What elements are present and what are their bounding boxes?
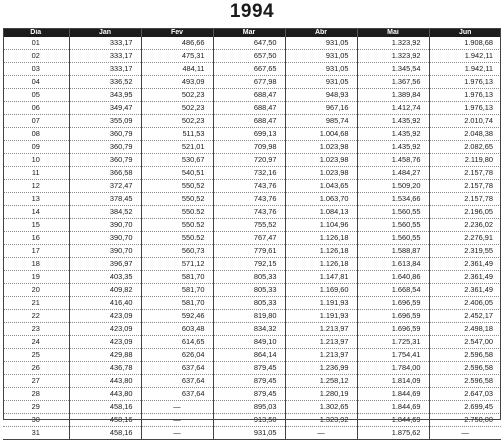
day-cell: 09 bbox=[3, 141, 69, 154]
value-cell-mai: 1.458,76 bbox=[357, 154, 429, 167]
day-cell: 26 bbox=[3, 362, 69, 375]
value-cell-mar: 647,50 bbox=[213, 37, 285, 50]
header-abr: Abr bbox=[285, 28, 357, 37]
value-cell-jan: 333,17 bbox=[69, 50, 141, 63]
header-fev: Fev bbox=[141, 28, 213, 37]
value-cell-fev: 550.52 bbox=[141, 219, 213, 232]
table-row bbox=[3, 336, 501, 349]
value-cell-mai: 1.534,66 bbox=[357, 193, 429, 206]
day-cell: 22 bbox=[3, 310, 69, 323]
value-cell-mai: 1.640,86 bbox=[357, 271, 429, 284]
header-dia: Dia bbox=[3, 28, 69, 37]
value-cell-fev: 511,53 bbox=[141, 128, 213, 141]
value-cell-mar: 720,97 bbox=[213, 154, 285, 167]
value-cell-fev: 486,66 bbox=[141, 37, 213, 50]
value-cell-mar: 879,45 bbox=[213, 362, 285, 375]
day-cell: 12 bbox=[3, 180, 69, 193]
day-cell: 04 bbox=[3, 76, 69, 89]
value-cell-jan: 458,16 bbox=[69, 427, 141, 440]
header-jun: Jun bbox=[429, 28, 501, 37]
table-row bbox=[3, 141, 501, 154]
table-row bbox=[3, 284, 501, 297]
value-cell-jan: 396,97 bbox=[69, 258, 141, 271]
value-cell-mai: 1.560,55 bbox=[357, 206, 429, 219]
value-cell-mar: 792,15 bbox=[213, 258, 285, 271]
value-cell-jan: 360,79 bbox=[69, 141, 141, 154]
value-cell-jun: 2.010,74 bbox=[429, 115, 501, 128]
value-cell-jun: 1.976,13 bbox=[429, 102, 501, 115]
value-cell-abr: 1.023,98 bbox=[285, 141, 357, 154]
day-cell: 31 bbox=[3, 427, 69, 440]
value-cell-fev: 550.52 bbox=[141, 206, 213, 219]
value-cell-jun: 2.361,49 bbox=[429, 271, 501, 284]
value-cell-mar: 779,61 bbox=[213, 245, 285, 258]
value-cell-abr: 1.104,96 bbox=[285, 219, 357, 232]
day-cell: 17 bbox=[3, 245, 69, 258]
value-cell-jun: 1.908,68 bbox=[429, 37, 501, 50]
value-cell-abr: 948,93 bbox=[285, 89, 357, 102]
value-cell-abr: 1.004,68 bbox=[285, 128, 357, 141]
value-cell-fev: 581,70 bbox=[141, 297, 213, 310]
value-cell-abr: 1.258,12 bbox=[285, 375, 357, 388]
value-cell-mai: 1.435,92 bbox=[357, 141, 429, 154]
value-cell-mai: 1.588,87 bbox=[357, 245, 429, 258]
value-cell-mai: 1.435,92 bbox=[357, 115, 429, 128]
value-cell-jun: 2.082,65 bbox=[429, 141, 501, 154]
value-cell-abr: 1.126,18 bbox=[285, 245, 357, 258]
value-cell-jun: 2.406,05 bbox=[429, 297, 501, 310]
day-cell: 07 bbox=[3, 115, 69, 128]
value-cell-jan: 343,95 bbox=[69, 89, 141, 102]
value-cell-abr: 1.023,98 bbox=[285, 167, 357, 180]
value-cell-mar: 895,03 bbox=[213, 401, 285, 414]
value-cell-jan: 423,09 bbox=[69, 336, 141, 349]
value-cell-jun: 2.276,91 bbox=[429, 232, 501, 245]
day-cell: 15 bbox=[3, 219, 69, 232]
value-cell-mai: 1.844,69 bbox=[357, 401, 429, 414]
value-cell-abr: 1.302,65 bbox=[285, 401, 357, 414]
value-cell-jan: 390,70 bbox=[69, 219, 141, 232]
value-cell-mar: 688,47 bbox=[213, 89, 285, 102]
value-cell-mar: 931,05 bbox=[213, 427, 285, 440]
day-cell: 27 bbox=[3, 375, 69, 388]
value-cell-abr: 985,74 bbox=[285, 115, 357, 128]
value-cell-fev: 637,64 bbox=[141, 362, 213, 375]
value-cell-mai: 1.484,27 bbox=[357, 167, 429, 180]
value-cell-fev: 581,70 bbox=[141, 284, 213, 297]
table-row bbox=[3, 37, 501, 50]
table-row bbox=[3, 102, 501, 115]
value-cell-mai: 1.560,55 bbox=[357, 219, 429, 232]
value-cell-abr: 1.084,13 bbox=[285, 206, 357, 219]
value-cell-fev: 484,11 bbox=[141, 63, 213, 76]
value-cell-jun: 2.498,18 bbox=[429, 323, 501, 336]
value-cell-fev: 637,64 bbox=[141, 388, 213, 401]
day-cell: 25 bbox=[3, 349, 69, 362]
value-cell-jan: 443,80 bbox=[69, 375, 141, 388]
value-cell-jan: 360,79 bbox=[69, 128, 141, 141]
value-cell-abr: 1.126,18 bbox=[285, 232, 357, 245]
value-cell-mar: 677,98 bbox=[213, 76, 285, 89]
value-cell-mai: 1.367,56 bbox=[357, 76, 429, 89]
value-cell-jun: 2.157,78 bbox=[429, 193, 501, 206]
value-cell-jan: 429,88 bbox=[69, 349, 141, 362]
table-row bbox=[3, 167, 501, 180]
day-cell: 13 bbox=[3, 193, 69, 206]
table-row bbox=[3, 258, 501, 271]
value-cell-abr: 931,05 bbox=[285, 76, 357, 89]
value-cell-fev: 571,12 bbox=[141, 258, 213, 271]
value-cell-jan: 390,70 bbox=[69, 232, 141, 245]
value-cell-abr: 1.280,19 bbox=[285, 388, 357, 401]
value-cell-fev: — bbox=[141, 414, 213, 427]
value-cell-mai: 1.345,54 bbox=[357, 63, 429, 76]
value-cell-fev: 502,23 bbox=[141, 115, 213, 128]
table-row bbox=[3, 427, 501, 440]
table-row bbox=[3, 128, 501, 141]
value-cell-jan: 378,45 bbox=[69, 193, 141, 206]
table-row bbox=[3, 401, 501, 414]
day-cell: 06 bbox=[3, 102, 69, 115]
value-cell-jun: 2.361,49 bbox=[429, 284, 501, 297]
value-cell-fev: 637,64 bbox=[141, 375, 213, 388]
value-cell-fev: 592,46 bbox=[141, 310, 213, 323]
value-cell-jan: 458,16 bbox=[69, 414, 141, 427]
value-cell-jan: 390,70 bbox=[69, 245, 141, 258]
value-cell-jun: 2.647,03 bbox=[429, 388, 501, 401]
value-cell-mar: 667,65 bbox=[213, 63, 285, 76]
value-cell-mar: 805,33 bbox=[213, 271, 285, 284]
value-cell-mar: 688,47 bbox=[213, 102, 285, 115]
table-row bbox=[3, 245, 501, 258]
value-cell-abr: 967,16 bbox=[285, 102, 357, 115]
value-cell-mai: 1.613,84 bbox=[357, 258, 429, 271]
value-cell-mai: 1.875,62 bbox=[357, 427, 429, 440]
value-cell-fev: 626,04 bbox=[141, 349, 213, 362]
value-cell-jun: 2.157,78 bbox=[429, 167, 501, 180]
value-cell-jan: 349,47 bbox=[69, 102, 141, 115]
value-cell-fev: 550.52 bbox=[141, 232, 213, 245]
value-cell-jun: 2.547,00 bbox=[429, 336, 501, 349]
value-cell-mar: 819,80 bbox=[213, 310, 285, 323]
value-cell-jun: 1.942,11 bbox=[429, 50, 501, 63]
value-cell-abr: 931,05 bbox=[285, 37, 357, 50]
value-cell-jun: 2.157,78 bbox=[429, 180, 501, 193]
value-cell-jun: 2.750,00 bbox=[429, 414, 501, 427]
value-cell-mai: 1.844,69 bbox=[357, 388, 429, 401]
value-cell-abr: 1.323,92 bbox=[285, 414, 357, 427]
table-row bbox=[3, 63, 501, 76]
day-cell: 05 bbox=[3, 89, 69, 102]
value-cell-fev: 521,01 bbox=[141, 141, 213, 154]
day-cell: 18 bbox=[3, 258, 69, 271]
value-cell-abr: 1.213,97 bbox=[285, 336, 357, 349]
value-cell-mai: 1.668,54 bbox=[357, 284, 429, 297]
value-cell-abr: 1.063,70 bbox=[285, 193, 357, 206]
value-cell-mai: 1.560,55 bbox=[357, 232, 429, 245]
value-cell-mai: 1.412,74 bbox=[357, 102, 429, 115]
value-cell-mai: 1.784,00 bbox=[357, 362, 429, 375]
value-cell-mar: 913,50 bbox=[213, 414, 285, 427]
table-row bbox=[3, 180, 501, 193]
value-cell-mar: 767,47 bbox=[213, 232, 285, 245]
value-cell-mar: 709,98 bbox=[213, 141, 285, 154]
table-body bbox=[3, 37, 501, 440]
value-cell-mar: 849,10 bbox=[213, 336, 285, 349]
value-cell-jan: 423,09 bbox=[69, 310, 141, 323]
day-cell: 23 bbox=[3, 323, 69, 336]
value-cell-jan: 360,79 bbox=[69, 154, 141, 167]
value-cell-abr: 1.191,93 bbox=[285, 310, 357, 323]
value-cell-fev: 550,52 bbox=[141, 193, 213, 206]
value-cell-fev: 502,23 bbox=[141, 89, 213, 102]
table-row bbox=[3, 154, 501, 167]
value-cell-mai: 1.696,59 bbox=[357, 310, 429, 323]
value-cell-jan: 333,17 bbox=[69, 37, 141, 50]
value-cell-mar: 864,14 bbox=[213, 349, 285, 362]
value-cell-abr: 1.191,93 bbox=[285, 297, 357, 310]
value-cell-fev: 614,65 bbox=[141, 336, 213, 349]
table-row bbox=[3, 76, 501, 89]
table-row bbox=[3, 271, 501, 284]
value-cell-mar: 743,76 bbox=[213, 193, 285, 206]
page-title: 1994 bbox=[229, 1, 275, 22]
value-cell-mai: 1.754,41 bbox=[357, 349, 429, 362]
day-cell: 20 bbox=[3, 284, 69, 297]
value-cell-abr: 1.023,98 bbox=[285, 154, 357, 167]
value-cell-fev: 540,51 bbox=[141, 167, 213, 180]
value-cell-mai: 1.323,92 bbox=[357, 50, 429, 63]
value-cell-mar: 879,45 bbox=[213, 388, 285, 401]
value-cell-jun: 2.596,58 bbox=[429, 349, 501, 362]
price-table bbox=[3, 28, 501, 440]
value-cell-fev: 502,23 bbox=[141, 102, 213, 115]
value-cell-abr: 931,05 bbox=[285, 50, 357, 63]
value-cell-jun: 1.976,13 bbox=[429, 76, 501, 89]
day-cell: 21 bbox=[3, 297, 69, 310]
day-cell: 01 bbox=[3, 37, 69, 50]
day-cell: 11 bbox=[3, 167, 69, 180]
value-cell-mar: 688,47 bbox=[213, 115, 285, 128]
value-cell-fev: 550,52 bbox=[141, 180, 213, 193]
value-cell-jun: 1.976,13 bbox=[429, 89, 501, 102]
day-cell: 29 bbox=[3, 401, 69, 414]
value-cell-abr: 931,05 bbox=[285, 63, 357, 76]
value-cell-fev: — bbox=[141, 401, 213, 414]
value-cell-mar: 805,33 bbox=[213, 284, 285, 297]
table-row bbox=[3, 310, 501, 323]
value-cell-mai: 1.725,31 bbox=[357, 336, 429, 349]
table-row bbox=[3, 89, 501, 102]
value-cell-jun: 2.699,45 bbox=[429, 401, 501, 414]
value-cell-jan: 409,82 bbox=[69, 284, 141, 297]
value-cell-jan: 384,52 bbox=[69, 206, 141, 219]
value-cell-mai: 1.435,92 bbox=[357, 128, 429, 141]
value-cell-jan: 336,52 bbox=[69, 76, 141, 89]
value-cell-abr: 1.213,97 bbox=[285, 349, 357, 362]
value-cell-mar: 657,50 bbox=[213, 50, 285, 63]
value-cell-mar: 755,52 bbox=[213, 219, 285, 232]
table-row bbox=[3, 232, 501, 245]
value-cell-fev: 581,70 bbox=[141, 271, 213, 284]
day-cell: 24 bbox=[3, 336, 69, 349]
day-cell: 10 bbox=[3, 154, 69, 167]
value-cell-jun: 2.119,80 bbox=[429, 154, 501, 167]
value-cell-mai: 1.389,84 bbox=[357, 89, 429, 102]
value-cell-jun: 2.196,05 bbox=[429, 206, 501, 219]
value-cell-jun: 2.596,58 bbox=[429, 362, 501, 375]
value-cell-jan: 366,58 bbox=[69, 167, 141, 180]
value-cell-jun: 2.452,17 bbox=[429, 310, 501, 323]
value-cell-abr: 1.236,99 bbox=[285, 362, 357, 375]
table-row bbox=[3, 219, 501, 232]
value-cell-jan: 443,80 bbox=[69, 388, 141, 401]
table-row bbox=[3, 115, 501, 128]
value-cell-fev: 493,09 bbox=[141, 76, 213, 89]
header-mar: Mar bbox=[213, 28, 285, 37]
value-cell-fev: 603,48 bbox=[141, 323, 213, 336]
header-jan: Jan bbox=[69, 28, 141, 37]
value-cell-fev: 560,73 bbox=[141, 245, 213, 258]
table-row bbox=[3, 50, 501, 63]
table-row bbox=[3, 323, 501, 336]
value-cell-abr: 1.147,81 bbox=[285, 271, 357, 284]
day-cell: 28 bbox=[3, 388, 69, 401]
value-cell-mar: 834,32 bbox=[213, 323, 285, 336]
value-cell-mai: 1.814,09 bbox=[357, 375, 429, 388]
day-cell: 30 bbox=[3, 414, 69, 427]
day-cell: 16 bbox=[3, 232, 69, 245]
header-row bbox=[3, 28, 501, 37]
table-row bbox=[3, 349, 501, 362]
value-cell-mar: 732,16 bbox=[213, 167, 285, 180]
day-cell: 14 bbox=[3, 206, 69, 219]
day-cell: 08 bbox=[3, 128, 69, 141]
value-cell-abr: 1.169,60 bbox=[285, 284, 357, 297]
value-cell-mai: 1.844,69 bbox=[357, 414, 429, 427]
value-cell-mar: 699,13 bbox=[213, 128, 285, 141]
value-cell-jun: 1.942,11 bbox=[429, 63, 501, 76]
table-row bbox=[3, 388, 501, 401]
day-cell: 03 bbox=[3, 63, 69, 76]
value-cell-jan: 355,09 bbox=[69, 115, 141, 128]
value-cell-fev: 530,67 bbox=[141, 154, 213, 167]
value-cell-jan: 333,17 bbox=[69, 63, 141, 76]
value-cell-mar: 805,33 bbox=[213, 297, 285, 310]
table-row bbox=[3, 297, 501, 310]
value-cell-jun: 2.596,58 bbox=[429, 375, 501, 388]
value-cell-mar: 879,45 bbox=[213, 375, 285, 388]
value-cell-jan: 372,47 bbox=[69, 180, 141, 193]
value-cell-jun: 2.236,02 bbox=[429, 219, 501, 232]
table-row bbox=[3, 362, 501, 375]
value-cell-fev: 475,31 bbox=[141, 50, 213, 63]
value-cell-mai: 1.696,59 bbox=[357, 323, 429, 336]
day-cell: 02 bbox=[3, 50, 69, 63]
value-cell-mai: 1.509,20 bbox=[357, 180, 429, 193]
value-cell-jan: 423,09 bbox=[69, 323, 141, 336]
value-cell-jun: — bbox=[429, 427, 501, 440]
value-cell-abr: 1.043,65 bbox=[285, 180, 357, 193]
value-cell-jun: 2.361,49 bbox=[429, 258, 501, 271]
value-cell-jun: 2.048,38 bbox=[429, 128, 501, 141]
value-cell-jan: 416,40 bbox=[69, 297, 141, 310]
value-cell-fev: — bbox=[141, 427, 213, 440]
table-row bbox=[3, 375, 501, 388]
value-cell-abr: 1.213,97 bbox=[285, 323, 357, 336]
value-cell-jan: 458,16 bbox=[69, 401, 141, 414]
value-cell-abr: — bbox=[285, 427, 357, 440]
value-cell-jan: 436,78 bbox=[69, 362, 141, 375]
value-cell-mar: 743,76 bbox=[213, 206, 285, 219]
value-cell-mai: 1.323,92 bbox=[357, 37, 429, 50]
value-cell-jan: 403,35 bbox=[69, 271, 141, 284]
day-cell: 19 bbox=[3, 271, 69, 284]
value-cell-abr: 1.126,18 bbox=[285, 258, 357, 271]
header-mai: Mai bbox=[357, 28, 429, 37]
value-cell-mai: 1.696,59 bbox=[357, 297, 429, 310]
value-cell-mar: 743,76 bbox=[213, 180, 285, 193]
table-row bbox=[3, 206, 501, 219]
table-row bbox=[3, 193, 501, 206]
value-cell-jun: 2.319,55 bbox=[429, 245, 501, 258]
